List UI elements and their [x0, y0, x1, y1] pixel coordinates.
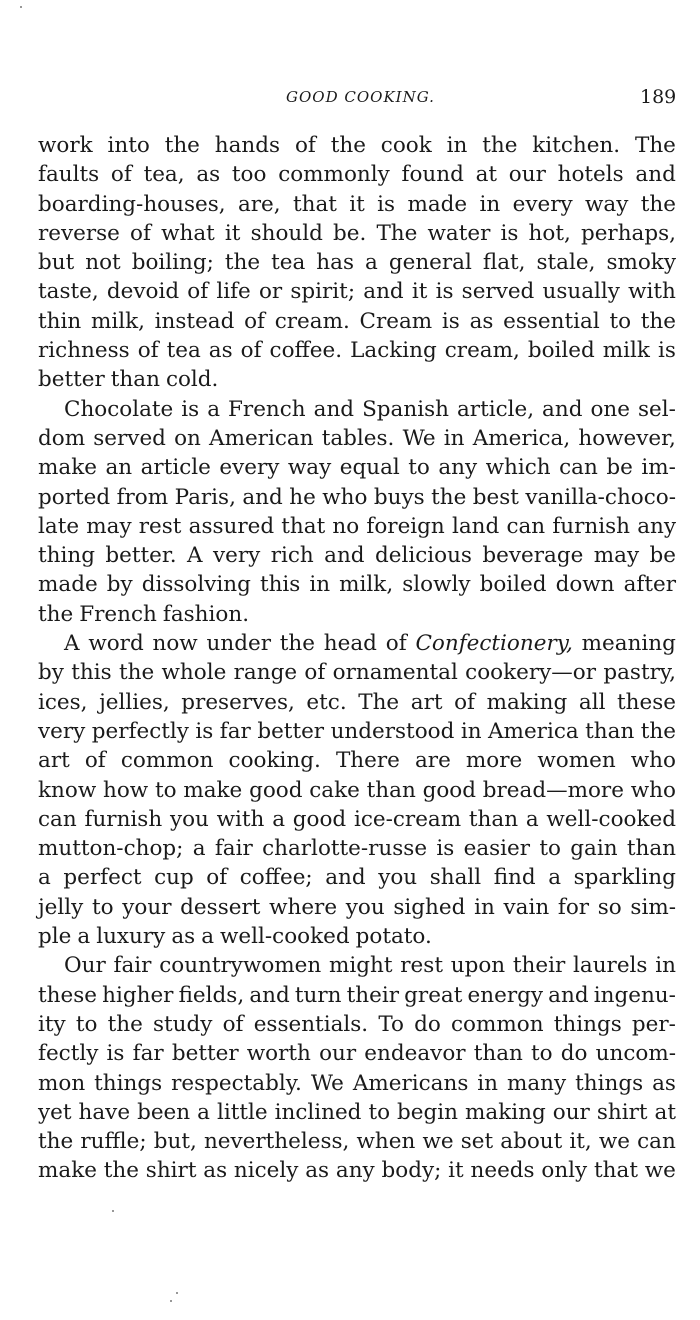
text-line: make an article every way equal to any which can be im- [38, 455, 676, 481]
text-line: late may rest assured that no foreign land can furnish any [38, 513, 676, 539]
paragraph [38, 629, 676, 951]
text-line: jelly to your dessert where you sighed in vain for so sim- [38, 894, 676, 920]
body-text [38, 131, 676, 1186]
text-line: a perfect cup of coffee; and you shall find a sparkling [38, 865, 676, 891]
page-number: 189 [640, 86, 677, 108]
text-line: work into the hands of the cook in the kitchen. The [38, 133, 676, 158]
text-line: taste, devoid of life or spirit; and it is served usually with [38, 279, 676, 305]
text-line: Chocolate is a French and Spanish article, and one sel- [64, 396, 676, 422]
paragraph [38, 951, 676, 1185]
text-line: the French fashion. [38, 601, 250, 627]
text-line: ity to the study of essentials. To do common things per- [38, 1011, 676, 1037]
scan-speck [176, 1292, 178, 1294]
text-line: very perfectly is far better understood in America than the [38, 718, 676, 744]
text-line: ices, jellies, preserves, etc. The art of making all these [38, 689, 676, 715]
scan-speck [112, 1210, 114, 1212]
text-line: A word now under the head of Confectionery, meaning [64, 631, 676, 657]
running-head: GOOD COOKING. [286, 88, 435, 106]
text-line: yet have been a little inclined to begin making our shirt at [38, 1099, 676, 1125]
text-line: dom served on American tables. We in America, however, [38, 425, 676, 451]
text-line: thin milk, instead of cream. Cream is as essential to the [38, 308, 676, 334]
paragraph [38, 395, 676, 629]
text-line: boarding-houses, are, that it is made in every way the [38, 191, 676, 217]
text-line: the ruffle; but, nevertheless, when we set about it, we can [38, 1129, 676, 1155]
text-line: faults of tea, as too commonly found at our hotels and [38, 162, 676, 188]
text-line: better than cold. [38, 367, 219, 393]
text-line: by this the whole range of ornamental cookery—or pastry, [38, 660, 676, 686]
scan-speck [20, 6, 22, 8]
text-line: richness of tea as of coffee. Lacking cream, boiled milk is [38, 338, 676, 364]
text-line: ple a luxury as a well-cooked potato. [38, 924, 432, 950]
text-line: made by dissolving this in milk, slowly boiled down after [38, 572, 676, 598]
text-line: can furnish you with a good ice-cream than a well-cooked [38, 806, 676, 832]
text-line: ported from Paris, and he who buys the best vanilla-choco- [38, 484, 676, 510]
text-line: mutton-chop; a fair charlotte-russe is easier to gain than [38, 836, 676, 862]
text-line: Our fair countrywomen might rest upon their laurels in [64, 953, 676, 979]
text-line: but not boiling; the tea has a general flat, stale, smoky [38, 250, 676, 276]
text-line: mon things respectably. We Americans in many things as [38, 1070, 676, 1096]
text-line: these higher fields, and turn their great energy and ingenu- [38, 982, 676, 1008]
scan-speck [170, 1300, 172, 1302]
text-line: know how to make good cake than good bread—more who [38, 777, 676, 803]
text-line: fectly is far better worth our endeavor than to do uncom- [38, 1041, 676, 1067]
text-line: reverse of what it should be. The water is hot, perhaps, [38, 220, 676, 246]
text-line: make the shirt as nicely as any body; it needs only that we [38, 1158, 676, 1184]
paragraph [38, 131, 676, 395]
text-line: thing better. A very rich and delicious beverage may be [38, 543, 676, 569]
text-line: art of common cooking. There are more women who [38, 748, 676, 774]
